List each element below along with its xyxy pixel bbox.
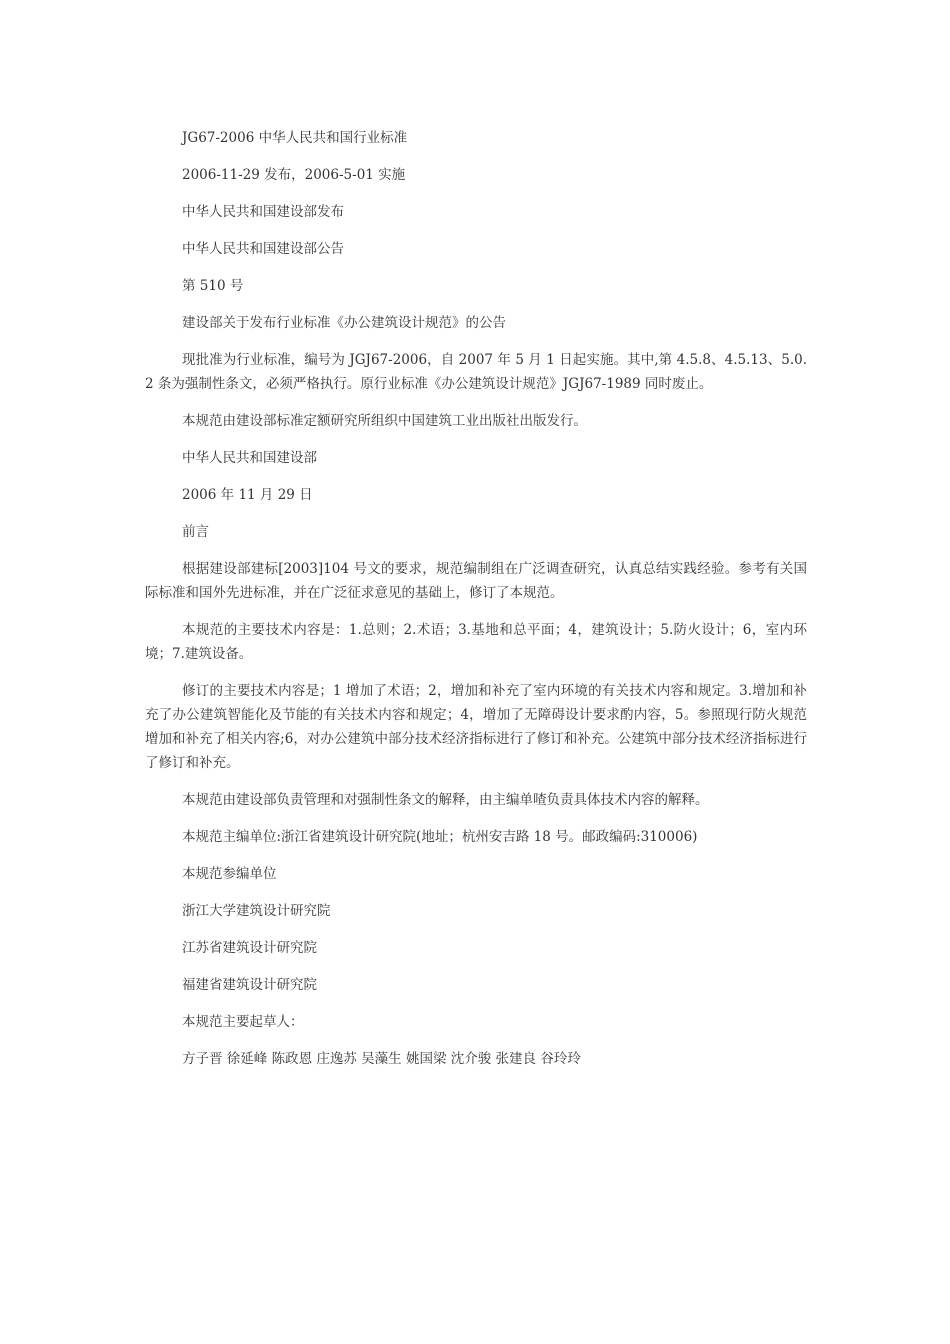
publication-paragraph: 本规范由建设部标准定额研究所组织中国建筑工业出版社出版发行。 — [182, 413, 587, 429]
publisher-line: 中华人民共和国建设部发布 — [182, 204, 344, 220]
chief-editor-unit: 本规范主编单位:浙江省建筑设计研究院(地址；杭州安吉路 18 号。邮政编码:310006) — [182, 829, 698, 845]
participating-unit: 江苏省建筑设计研究院 — [182, 940, 317, 956]
drafters-list: 方子晋 徐延峰 陈政恩 庄逸苏 吴藻生 姚国梁 沈介骏 张建良 谷玲玲 — [182, 1051, 581, 1067]
revision-contents-paragraph: 修订的主要技术内容是；1 增加了术语；2，增加和补充了室内环境的有关技术内容和规定。3.增加和补充了办公建筑智能化及节能的有关技术内容和规定；4，增加了无障碍设计要求酌内容，5。参照现行防火规范增加和补充了相关内容;6，对办公建筑中部分技术经济指标进行了修订和补充。公建筑中部分技术经济指标进行了修订和补充。 — [145, 683, 807, 771]
drafters-heading: 本规范主要起草人： — [182, 1014, 304, 1030]
issue-dates: 2006-11-29 发布，2006-5-01 实施 — [182, 167, 406, 183]
participating-unit: 浙江大学建筑设计研究院 — [182, 903, 331, 919]
management-paragraph: 本规范由建设部负责管理和对强制性条文的解释，由主编单喳负责具体技术内容的解释。 — [182, 792, 709, 808]
announcement-title: 建设部关于发布行业标准《办公建筑设计规范》的公告 — [182, 315, 506, 331]
announcement-heading: 中华人民共和国建设部公告 — [182, 241, 344, 257]
main-contents-paragraph: 本规范的主要技术内容是：1.总则；2.术语；3.基地和总平面；4，建筑设计；5.防火设计；6，室内环境；7.建筑设备。 — [145, 622, 807, 662]
participating-unit: 福建省建筑设计研究院 — [182, 977, 317, 993]
preface-paragraph: 根据建设部建标[2003]104 号文的要求，规范编制组在广泛调查研究，认真总结实践经验。参考有关国际标准和国外先进标准，并在广泛征求意见的基础上，修订了本规范。 — [145, 561, 807, 601]
announcement-number: 第 510 号 — [182, 278, 244, 294]
participating-units-heading: 本规范参编单位 — [182, 866, 277, 882]
issue-date: 2006 年 11 月 29 日 — [182, 487, 313, 503]
preface-heading: 前言 — [182, 524, 209, 540]
document-body — [145, 126, 807, 1084]
standard-code-title: JG67-2006 中华人民共和国行业标准 — [182, 130, 408, 146]
approval-paragraph: 现批准为行业标准，编号为 JGJ67-2006，自 2007 年 5 月 1 日起实施。其中,第 4.5.8、4.5.13、5.0.2 条为强制性条文，必须严格执行。原行业标准《办公建筑设计规范》JGJ67-1989 同时废止。 — [145, 352, 807, 392]
issuing-authority: 中华人民共和国建设部 — [182, 450, 317, 466]
